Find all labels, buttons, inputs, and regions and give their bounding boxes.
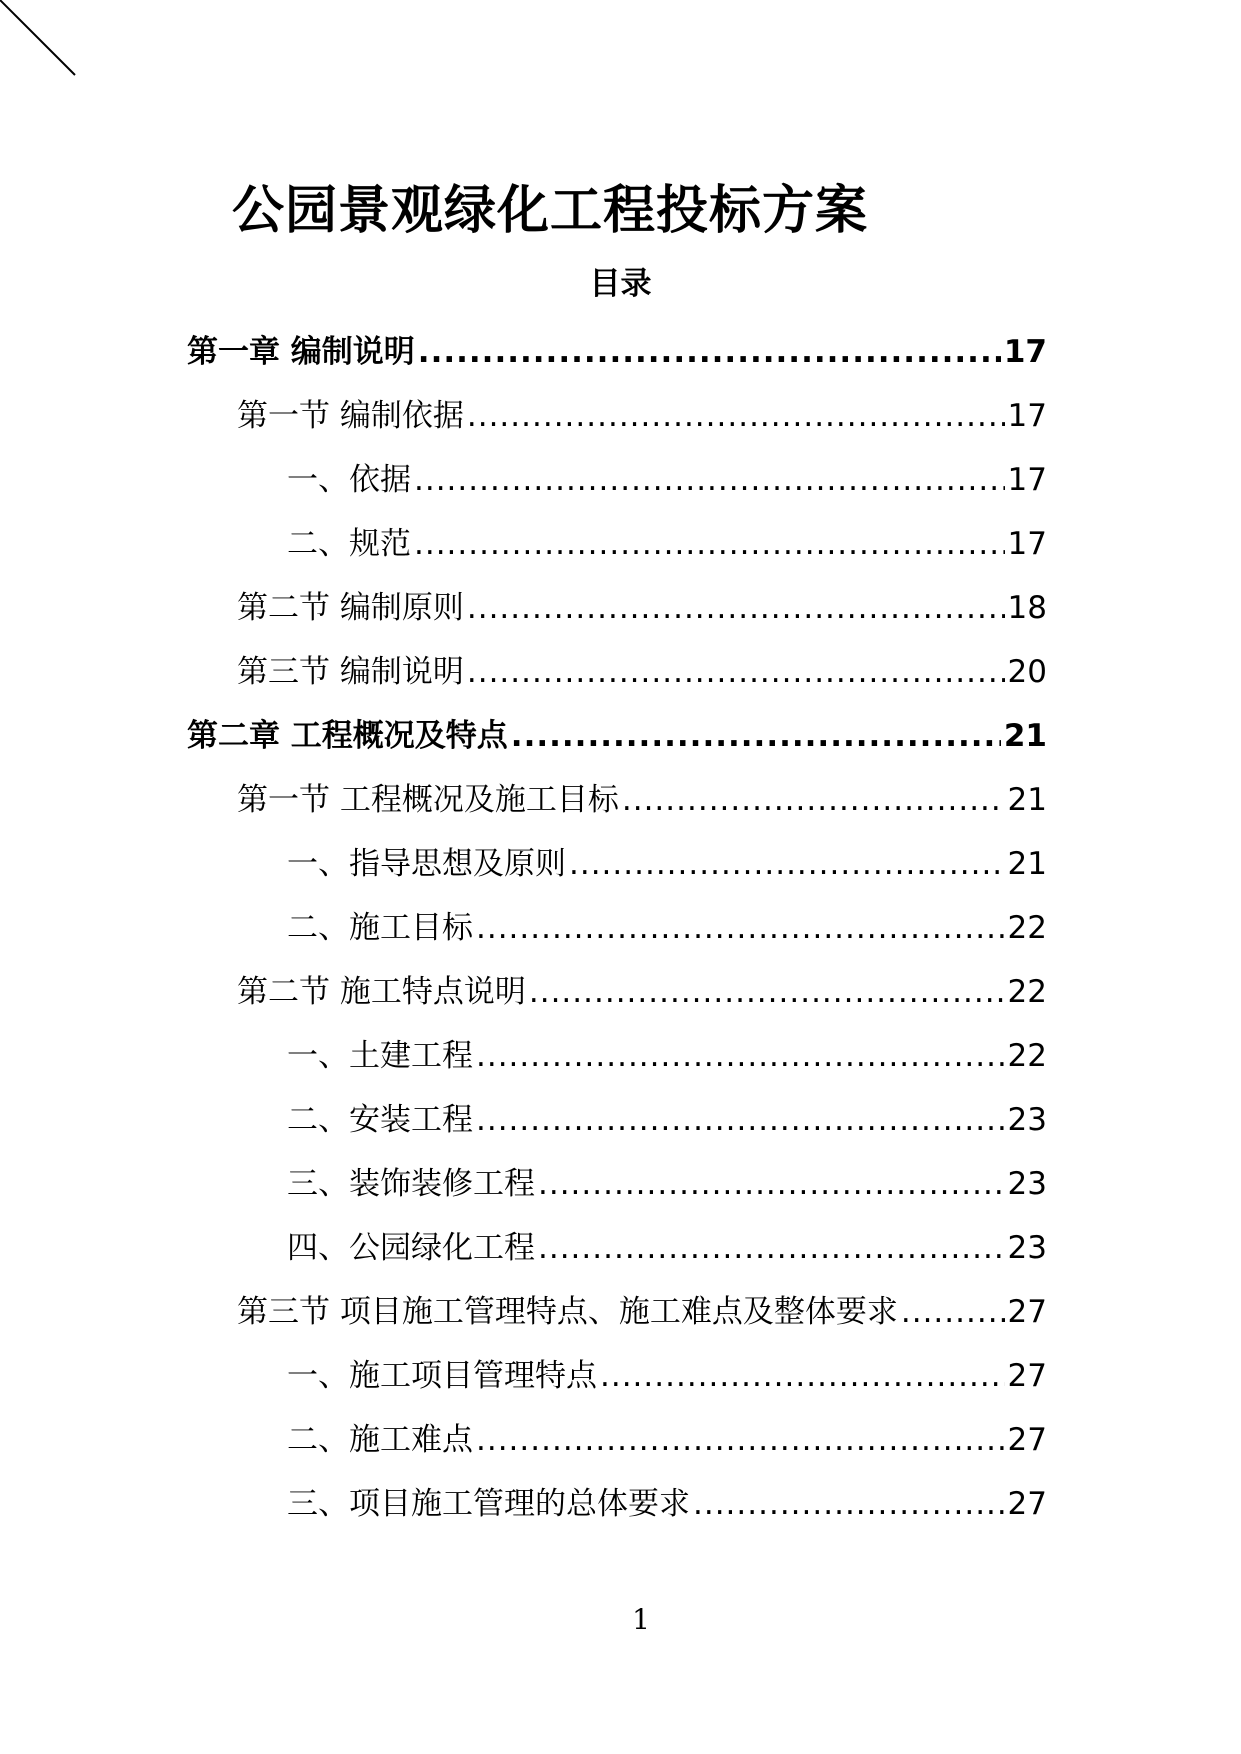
- toc-entry-page: 23: [1007, 1230, 1047, 1266]
- toc-entry-text: 二、施工难点: [287, 1422, 473, 1458]
- toc-entry-page: 27: [1007, 1486, 1047, 1522]
- toc-entry-item[interactable]: [287, 1159, 1047, 1209]
- document-title: 公园景观绿化工程投标方案: [232, 181, 869, 241]
- toc-entry-page: 27: [1007, 1422, 1047, 1458]
- toc-entry-page: 22: [1007, 910, 1047, 946]
- toc-dot-leader: [600, 1351, 1005, 1401]
- toc-entry-page: 22: [1007, 974, 1047, 1010]
- toc-entry-text: 第三节 项目施工管理特点、施工难点及整体要求: [237, 1294, 898, 1330]
- page-number: 1: [632, 1603, 650, 1636]
- toc-dot-leader: [476, 1415, 1005, 1465]
- toc-entry-chapter[interactable]: [187, 711, 1047, 761]
- toc-entry-item[interactable]: [287, 903, 1047, 953]
- toc-entry-chapter[interactable]: [187, 327, 1047, 377]
- toc-entry-page: 17: [1003, 334, 1047, 370]
- toc-entry-text: 二、安装工程: [287, 1102, 473, 1138]
- toc-entry-item[interactable]: [287, 839, 1047, 889]
- toc-entry-page: 21: [1007, 846, 1047, 882]
- toc-dot-leader: [467, 391, 1005, 441]
- toc-dot-leader: [511, 711, 1001, 761]
- toc-entry-page: 21: [1007, 782, 1047, 818]
- toc-entry-page: 23: [1007, 1166, 1047, 1202]
- toc-entry-section[interactable]: [237, 775, 1047, 825]
- toc-entry-text: 四、公园绿化工程: [287, 1230, 535, 1266]
- toc-entry-item[interactable]: [287, 1223, 1047, 1273]
- toc-entry-page: 22: [1007, 1038, 1047, 1074]
- toc-entry-section[interactable]: [237, 967, 1047, 1017]
- toc-entry-text: 三、装饰装修工程: [287, 1166, 535, 1202]
- toc-dot-leader: [538, 1223, 1005, 1273]
- toc-entry-text: 第一章 编制说明: [187, 334, 415, 370]
- toc-dot-leader: [622, 775, 1005, 825]
- toc-entry-text: 二、施工目标: [287, 910, 473, 946]
- toc-dot-leader: [538, 1159, 1005, 1209]
- toc-dot-leader: [476, 1031, 1005, 1081]
- toc-entry-page: 27: [1007, 1294, 1047, 1330]
- toc-entry-text: 第二章 工程概况及特点: [187, 718, 508, 754]
- toc-dot-leader: [467, 583, 1005, 633]
- toc-dot-leader: [693, 1479, 1005, 1529]
- toc-entry-text: 一、依据: [287, 462, 411, 498]
- toc-entry-page: 20: [1007, 654, 1047, 690]
- toc-dot-leader: [569, 839, 1005, 889]
- toc-dot-leader: [467, 647, 1005, 697]
- toc-entry-item[interactable]: [287, 1415, 1047, 1465]
- toc-entry-page: 18: [1007, 590, 1047, 626]
- toc-entry-item[interactable]: [287, 455, 1047, 505]
- toc-entry-text: 一、指导思想及原则: [287, 846, 566, 882]
- toc-entry-item[interactable]: [287, 1095, 1047, 1145]
- toc-entry-text: 第二节 施工特点说明: [237, 974, 526, 1010]
- toc-dot-leader: [529, 967, 1005, 1017]
- toc-dot-leader: [901, 1287, 1005, 1337]
- toc-entry-page: 17: [1007, 462, 1047, 498]
- toc-dot-leader: [476, 1095, 1005, 1145]
- toc-entry-item[interactable]: [287, 1031, 1047, 1081]
- toc-entry-text: 第三节 编制说明: [237, 654, 464, 690]
- toc-entry-text: 第二节 编制原则: [237, 590, 464, 626]
- toc-entry-page: 17: [1007, 526, 1047, 562]
- toc-entry-item[interactable]: [287, 519, 1047, 569]
- toc-entry-text: 第一节 编制依据: [237, 398, 464, 434]
- toc-entry-page: 17: [1007, 398, 1047, 434]
- toc-entry-section[interactable]: [237, 1287, 1047, 1337]
- toc-entry-page: 21: [1003, 718, 1047, 754]
- toc-dot-leader: [418, 327, 1001, 377]
- toc-entry-text: 三、项目施工管理的总体要求: [287, 1486, 690, 1522]
- toc-entry-page: 27: [1007, 1358, 1047, 1394]
- toc-entry-text: 第一节 工程概况及施工目标: [237, 782, 619, 818]
- toc-entry-text: 一、土建工程: [287, 1038, 473, 1074]
- toc-entry-item[interactable]: [287, 1479, 1047, 1529]
- toc-dot-leader: [414, 455, 1005, 505]
- toc-dot-leader: [414, 519, 1005, 569]
- toc-dot-leader: [476, 903, 1005, 953]
- toc-entry-section[interactable]: [237, 647, 1047, 697]
- toc-heading: 目录: [589, 266, 652, 302]
- corner-crop-mark: [0, 0, 80, 80]
- toc-entry-section[interactable]: [237, 583, 1047, 633]
- toc-entry-text: 一、施工项目管理特点: [287, 1358, 597, 1394]
- toc-entry-item[interactable]: [287, 1351, 1047, 1401]
- toc-entry-text: 二、规范: [287, 526, 411, 562]
- toc-entry-page: 23: [1007, 1102, 1047, 1138]
- toc-entry-section[interactable]: [237, 391, 1047, 441]
